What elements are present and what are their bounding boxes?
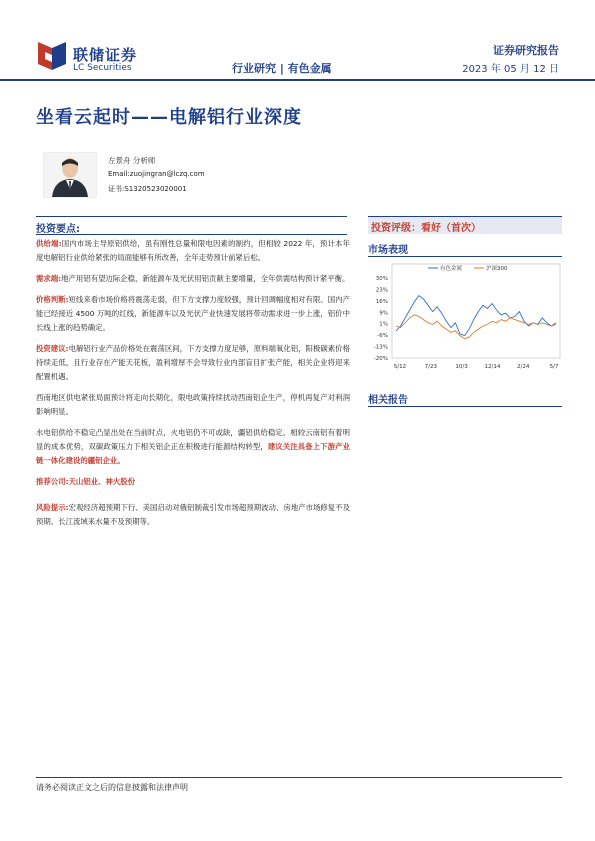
paragraph-text: 国内市场主导原铝供给，虽有刚性总量和限电因素的制约，但相较 2022 年，预计本年度电解铝行业供给紧张的局面能够有所改善，全年走势预计前紧后松。 xyxy=(36,239,350,262)
x-tick-label: 5/7 xyxy=(549,364,559,370)
market-heading-bar xyxy=(368,240,562,257)
investment-rating: 投资评级：看好（首次） xyxy=(371,223,481,234)
y-tick-label: -20% xyxy=(373,356,388,362)
summary-heading: 投资要点: xyxy=(36,224,80,235)
risk-paragraph xyxy=(36,501,350,529)
paragraph-keyword: 需求端: xyxy=(36,274,62,283)
series-line-csi300 xyxy=(396,315,556,339)
summary-paragraph xyxy=(36,272,350,286)
x-tick-label: 7/23 xyxy=(424,364,437,370)
x-tick-label: 2/24 xyxy=(517,364,530,370)
logo-name-cn: 联储证券 xyxy=(73,46,138,64)
x-tick-label: 5/12 xyxy=(393,364,407,370)
summary-paragraph xyxy=(36,391,350,419)
paragraph-text: 西南地区供电紧张局面预计将走向长期化，限电政策持续扰动西南铝企生产，停机再复产对利润影响明显。 xyxy=(36,393,350,416)
logo-name-en: LC Securities xyxy=(73,63,132,73)
paragraph-text: 电解铝行业产品价格处在震荡区间，下方支撑力度足够，原料端氧化铝，阳极碳素价格持续走低，且行业存在产能天花板，盈利增厚不会导致行业内部盲目扩张产能，相关企业将迎来配置机遇。 xyxy=(36,344,350,381)
paragraph-highlight: 建议关注具备上下游产业链一体化建设的疆铝企业。 xyxy=(36,442,350,465)
legend-label-metals: 有色金属 xyxy=(440,266,463,272)
analyst-photo xyxy=(43,152,97,198)
legend-label-csi300: 沪深300 xyxy=(486,266,508,272)
x-tick-label: 12/14 xyxy=(484,364,501,370)
summary-heading-bar xyxy=(36,216,347,235)
paragraph-text: 短线来看市场价格将震荡走弱，但下方支撑力度较强，预计回调幅度相对有限。国内产能已经接近 4500 万吨的红线，新能源车以及光伏产业快速发展将带动需求进一步上涨，铝价中长线上涨的趋势确定。 xyxy=(36,295,350,332)
page-title: 坐看云起时——电解铝行业深度 xyxy=(36,107,302,128)
analyst-email: Email:zuojingran@lczq.com xyxy=(108,170,205,178)
company-logo-icon xyxy=(36,40,68,72)
summary-paragraph xyxy=(36,293,350,335)
header-divider xyxy=(0,79,595,81)
paragraph-keyword: 价格判断: xyxy=(36,295,69,304)
summary-paragraph xyxy=(36,237,350,265)
analyst-cert: 证书:S1320523020001 xyxy=(108,185,187,193)
paragraph-text: 水电铝供给不稳定凸显出处在当前时点，火电铝仍不可或缺，疆铝供给稳定、相较云南铝有着明显的成本优势，双碳政策压力下相关铝企正在积极进行能源结构转型， xyxy=(36,428,350,451)
market-heading: 市场表现 xyxy=(368,245,408,256)
paragraph-text: 地产用铝有望边际企稳，新能源车及光伏用铝贡献主要增量，全年供需结构预计紧平衡。 xyxy=(61,274,350,283)
series-line-metals xyxy=(396,296,556,336)
risk-text: 宏观经济超预期下行、美国启动对俄铝制裁引发市场超预期波动、房地产市场修复不及预期、长江流域来水量不及预期等。 xyxy=(36,503,350,526)
risk-keyword: 风险提示: xyxy=(36,503,69,512)
x-tick-label: 10/3 xyxy=(455,364,468,370)
summary-paragraph xyxy=(36,342,350,384)
footer-disclaimer: 请务必阅读正文之后的信息披露和法律声明 xyxy=(36,783,188,792)
y-tick-label: 9% xyxy=(379,310,388,317)
y-tick-label: 1% xyxy=(379,321,388,328)
footer-divider xyxy=(36,777,562,778)
summary-paragraph xyxy=(36,426,350,468)
y-tick-label: 23% xyxy=(375,287,388,294)
rating-bar xyxy=(368,216,562,234)
paragraph-keyword: 投资建议: xyxy=(36,344,69,353)
recommend-keyword: 推荐公司: xyxy=(36,477,69,486)
y-tick-label: -6% xyxy=(377,333,388,340)
report-type: 证券研究报告 xyxy=(493,44,559,57)
summary-body xyxy=(36,237,350,536)
market-performance-chart xyxy=(368,262,562,374)
breadcrumb: 行业研究 | 有色金属 xyxy=(232,62,332,75)
recommend-paragraph xyxy=(36,475,350,489)
related-reports-heading-bar xyxy=(368,390,562,407)
analyst-name: 左景舟 分析师 xyxy=(108,156,156,165)
y-tick-label: 16% xyxy=(375,298,388,305)
related-reports-heading: 相关报告 xyxy=(368,395,408,406)
recommend-companies: 天山铝业、神火股份 xyxy=(68,477,136,486)
y-tick-label: 30% xyxy=(375,276,388,282)
y-tick-label: -13% xyxy=(373,344,388,351)
chart-frame xyxy=(392,264,560,358)
paragraph-keyword: 供给端: xyxy=(36,239,62,248)
report-date: 2023 年 05 月 12 日 xyxy=(462,64,559,75)
